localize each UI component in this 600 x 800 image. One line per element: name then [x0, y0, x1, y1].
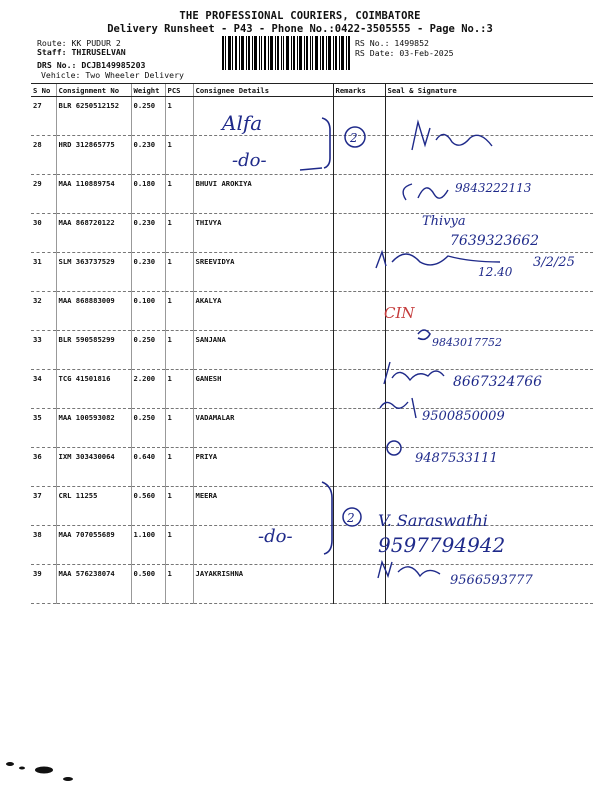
cell-pcs: 1: [165, 370, 193, 409]
cell-consignee: SANJANA: [193, 331, 333, 370]
table-row: [31, 136, 593, 175]
cell-consignment: MAA 110889754: [56, 175, 131, 214]
rs-date: RS Date: 03-Feb-2025: [355, 48, 454, 58]
cell-weight: 0.100: [131, 292, 165, 331]
cell-consignee: [193, 97, 333, 136]
cell-sno: 29: [31, 175, 56, 214]
cell-remarks: [333, 487, 385, 526]
cell-consignment: BLR 6250512152: [56, 97, 131, 136]
cell-consignment: MAA 100593082: [56, 409, 131, 448]
cell-signature: [385, 292, 593, 331]
cell-signature: [385, 370, 593, 409]
cell-signature: [385, 214, 593, 253]
cell-sno: 28: [31, 136, 56, 175]
cell-pcs: 1: [165, 175, 193, 214]
cell-weight: 0.180: [131, 175, 165, 214]
cell-consignee: JAYAKRISHNA: [193, 565, 333, 604]
cell-consignee: GANESH: [193, 370, 333, 409]
phone-39: 9566593777: [450, 573, 533, 588]
cell-weight: 0.250: [131, 97, 165, 136]
cell-signature: [385, 448, 593, 487]
cell-consignment: BLR 590585299: [56, 331, 131, 370]
cell-sno: 32: [31, 292, 56, 331]
cell-weight: 0.250: [131, 331, 165, 370]
cell-sno: 36: [31, 448, 56, 487]
table-row: [31, 370, 593, 409]
table-row: [31, 565, 593, 604]
col-header-remarks: Remarks: [333, 84, 385, 97]
cell-remarks: [333, 448, 385, 487]
staff-label: Staff: THIRUSELVAN: [37, 47, 126, 57]
ink-smudge: [6, 762, 73, 781]
name-30: Thivya: [422, 214, 466, 229]
runsheet-table: [31, 83, 593, 604]
cell-pcs: 1: [165, 448, 193, 487]
cell-consignee: THIVYA: [193, 214, 333, 253]
cell-consignee: [193, 136, 333, 175]
time-31: 12.40: [478, 265, 513, 279]
cell-signature: [385, 331, 593, 370]
cell-weight: 0.640: [131, 448, 165, 487]
cell-consignment: CRL 11255: [56, 487, 131, 526]
table-row: [31, 97, 593, 136]
table-row: [31, 292, 593, 331]
cell-pcs: 1: [165, 565, 193, 604]
cell-consignment: MAA 868883009: [56, 292, 131, 331]
route-label: Route: KK PUDUR 2: [37, 38, 121, 48]
name-38: V. Saraswathi: [378, 511, 488, 530]
cell-signature: [385, 136, 593, 175]
cell-consignment: TCG 41501816: [56, 370, 131, 409]
cell-pcs: 1: [165, 526, 193, 565]
cell-consignment: MAA 868720122: [56, 214, 131, 253]
table-row: [31, 487, 593, 526]
phone-34: 8667324766: [453, 374, 543, 390]
cell-weight: 0.250: [131, 409, 165, 448]
cell-signature: [385, 565, 593, 604]
cell-weight: 2.200: [131, 370, 165, 409]
cell-consignee: SREEVIDYA: [193, 253, 333, 292]
remark-count: 2: [350, 131, 358, 145]
col-header-pcs: PCS: [165, 84, 193, 97]
cell-consignment: MAA 576238074: [56, 565, 131, 604]
cell-consignment: MAA 707055689: [56, 526, 131, 565]
cell-consignee: PRIYA: [193, 448, 333, 487]
company-name: THE PROFESSIONAL COURIERS, COIMBATORE: [179, 10, 421, 22]
table-row: [31, 214, 593, 253]
cell-remarks: [333, 565, 385, 604]
cell-pcs: 1: [165, 409, 193, 448]
phone-35: 9500850009: [422, 409, 505, 424]
cell-sno: 27: [31, 97, 56, 136]
cell-consignee: [193, 526, 333, 565]
cell-pcs: 1: [165, 331, 193, 370]
cell-sno: 30: [31, 214, 56, 253]
cell-remarks: [333, 214, 385, 253]
cell-remarks: [333, 331, 385, 370]
cell-remarks: [333, 526, 385, 565]
handwritten-ditto: -do-: [258, 526, 293, 547]
cell-weight: 1.100: [131, 526, 165, 565]
col-header-consignment: Consignment No: [56, 84, 131, 97]
cell-consignment: HRD 312865775: [56, 136, 131, 175]
handwritten-alfa: Alfa: [222, 111, 263, 135]
handwritten-ditto: -do-: [232, 150, 267, 171]
table-row: [31, 409, 593, 448]
cell-weight: 0.560: [131, 487, 165, 526]
phone-30: 7639323662: [450, 233, 540, 249]
remark-count: 2: [347, 511, 355, 525]
table-row: [31, 253, 593, 292]
cell-signature: [385, 97, 593, 136]
cell-signature: [385, 487, 593, 526]
cell-sno: 34: [31, 370, 56, 409]
cell-sno: 35: [31, 409, 56, 448]
cell-remarks: [333, 370, 385, 409]
cell-signature: [385, 175, 593, 214]
phone-36: 9487533111: [415, 451, 498, 466]
cell-remarks: [333, 136, 385, 175]
cell-remarks: [333, 175, 385, 214]
cell-weight: 0.230: [131, 253, 165, 292]
cell-consignment: IXM 303430064: [56, 448, 131, 487]
col-header-signature: Seal & Signature: [385, 84, 593, 97]
table-row: [31, 526, 593, 565]
table-row: [31, 175, 593, 214]
phone-38: 9597794942: [378, 533, 506, 557]
phone-29: 9843222113: [455, 181, 532, 195]
cell-pcs: 1: [165, 292, 193, 331]
cell-sno: 37: [31, 487, 56, 526]
col-header-consignee: Consignee Details: [193, 84, 333, 97]
barcode: [222, 36, 350, 70]
cell-sno: 33: [31, 331, 56, 370]
col-header-sno: S No: [31, 84, 56, 97]
cell-signature: [385, 253, 593, 292]
vehicle-label: Vehicle: Two Wheeler Delivery: [41, 70, 184, 80]
cell-signature: [385, 409, 593, 448]
cell-remarks: [333, 253, 385, 292]
cell-consignment: SLM 363737529: [56, 253, 131, 292]
cell-pcs: 1: [165, 97, 193, 136]
cell-signature: [385, 526, 593, 565]
cell-remarks: [333, 97, 385, 136]
cell-pcs: 1: [165, 253, 193, 292]
rs-number: RS No.: 1499852: [355, 38, 429, 48]
cell-sno: 38: [31, 526, 56, 565]
cell-weight: 0.230: [131, 214, 165, 253]
cell-pcs: 1: [165, 136, 193, 175]
cell-consignee: BHUVI AROKIYA: [193, 175, 333, 214]
table-header-row: [31, 84, 593, 97]
cell-weight: 0.230: [131, 136, 165, 175]
col-header-weight: Weight: [131, 84, 165, 97]
cell-consignee: AKALYA: [193, 292, 333, 331]
date-31: 3/2/25: [533, 255, 575, 270]
cell-remarks: [333, 292, 385, 331]
drs-number: DRS No.: DCJB149985203: [37, 60, 146, 70]
cell-pcs: 1: [165, 487, 193, 526]
runsheet-subtitle: Delivery Runsheet - P43 - Phone No.:0422-3505555 - Page No.:3: [107, 23, 493, 35]
cell-remarks: [333, 409, 385, 448]
cell-consignee: VADAMALAR: [193, 409, 333, 448]
cell-weight: 0.500: [131, 565, 165, 604]
cell-sno: 39: [31, 565, 56, 604]
table-row: [31, 448, 593, 487]
table-row: [31, 331, 593, 370]
phone-33: 9843017752: [432, 336, 502, 349]
red-mark-cin: CIN: [384, 304, 415, 322]
cell-pcs: 1: [165, 214, 193, 253]
cell-sno: 31: [31, 253, 56, 292]
cell-consignee: MEERA: [193, 487, 333, 526]
